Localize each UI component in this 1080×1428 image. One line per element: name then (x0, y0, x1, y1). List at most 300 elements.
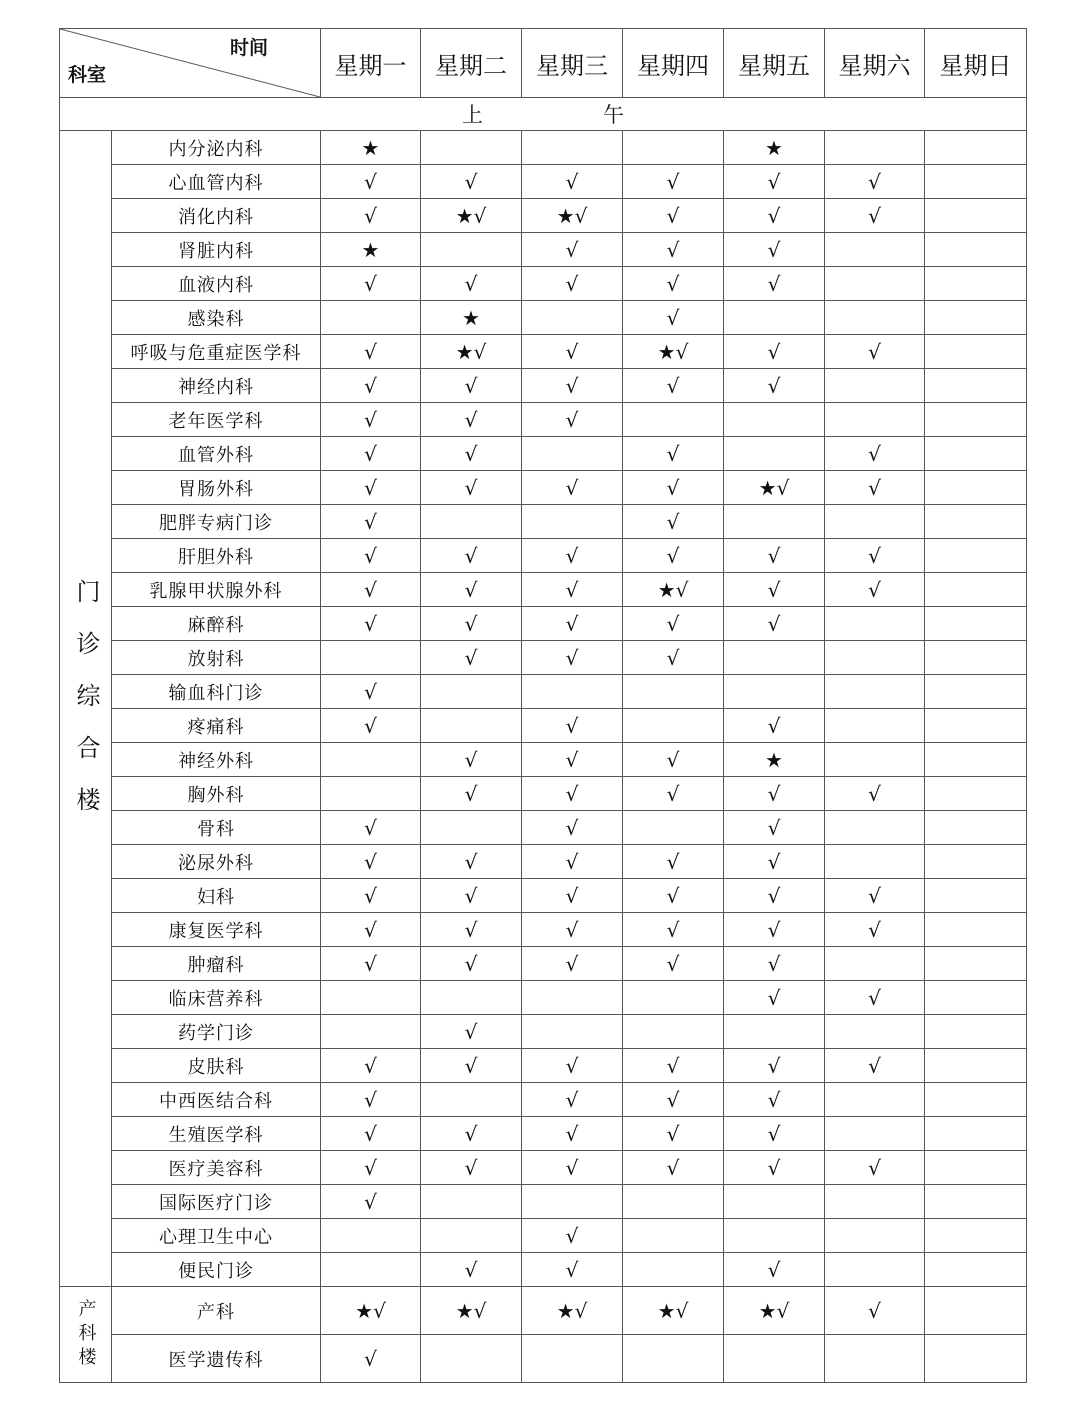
check-mark: √ (666, 645, 680, 670)
schedule-cell-tue (421, 131, 522, 165)
table-row (60, 1219, 1027, 1253)
dept-name: 胃肠外科 (112, 471, 321, 505)
check-mark: √ (565, 1053, 579, 1078)
schedule-cell-fri (724, 981, 825, 1015)
check-mark: √ (666, 373, 680, 398)
check-mark: √ (364, 407, 377, 432)
schedule-cell-tue (421, 777, 522, 811)
star-check-mark: ★√ (556, 1298, 588, 1323)
schedule-cell-thu (623, 607, 724, 641)
schedule-cell-sun (925, 369, 1027, 403)
schedule-cell-tue (421, 505, 522, 539)
day-header-sun: 星期日 (925, 29, 1027, 98)
check-mark: √ (364, 441, 377, 466)
check-mark: √ (364, 815, 377, 840)
schedule-cell-fri (724, 1219, 825, 1253)
check-mark: √ (464, 883, 478, 908)
schedule-cell-mon (321, 1117, 421, 1151)
schedule-cell-tue (421, 1219, 522, 1253)
schedule-cell-mon (321, 845, 421, 879)
schedule-cell-thu (623, 199, 724, 233)
schedule-cell-sun (925, 403, 1027, 437)
schedule-cell-fri (724, 233, 825, 267)
check-mark: √ (767, 1155, 781, 1180)
check-mark: √ (666, 543, 680, 568)
check-mark: √ (666, 849, 680, 874)
star-check-mark: ★√ (556, 203, 588, 228)
check-mark: √ (767, 1121, 781, 1146)
table-row (60, 1117, 1027, 1151)
schedule-cell-tue (421, 607, 522, 641)
check-mark: √ (868, 543, 881, 568)
schedule-cell-wed (522, 471, 623, 505)
schedule-cell-thu (623, 1185, 724, 1219)
header-row (60, 29, 1027, 98)
schedule-cell-tue (421, 335, 522, 369)
day-header-fri: 星期五 (724, 29, 825, 98)
check-mark: √ (565, 883, 579, 908)
check-mark: √ (666, 441, 680, 466)
schedule-cell-mon (321, 675, 421, 709)
check-mark: √ (868, 1298, 881, 1323)
check-mark: √ (868, 203, 881, 228)
schedule-cell-wed (522, 947, 623, 981)
schedule-cell-fri (724, 913, 825, 947)
dept-name: 骨科 (112, 811, 321, 845)
schedule-cell-sat (825, 199, 925, 233)
schedule-cell-sun (925, 743, 1027, 777)
check-mark: √ (666, 271, 680, 296)
schedule-cell-tue (421, 199, 522, 233)
schedule-cell-sat (825, 947, 925, 981)
schedule-cell-sun (925, 709, 1027, 743)
schedule-cell-mon (321, 743, 421, 777)
schedule-cell-tue (421, 233, 522, 267)
schedule-cell-wed (522, 1185, 623, 1219)
schedule-cell-sun (925, 1151, 1027, 1185)
schedule-cell-sun (925, 539, 1027, 573)
table-row (60, 1083, 1027, 1117)
schedule-cell-wed (522, 845, 623, 879)
star-check-mark: ★ (462, 305, 480, 330)
table-row (60, 165, 1027, 199)
table-row (60, 1185, 1027, 1219)
schedule-cell-wed (522, 1253, 623, 1287)
schedule-cell-tue (421, 641, 522, 675)
table-row (60, 369, 1027, 403)
schedule-cell-mon (321, 403, 421, 437)
schedule-cell-sat (825, 165, 925, 199)
check-mark: √ (364, 475, 377, 500)
check-mark: √ (565, 815, 579, 840)
schedule-cell-mon (321, 913, 421, 947)
check-mark: √ (565, 577, 579, 602)
check-mark: √ (666, 951, 680, 976)
schedule-cell-fri (724, 947, 825, 981)
check-mark: √ (767, 339, 781, 364)
schedule-cell-fri (724, 1117, 825, 1151)
check-mark: √ (364, 713, 377, 738)
schedule-cell-wed (522, 709, 623, 743)
check-mark: √ (767, 271, 781, 296)
check-mark: √ (868, 883, 881, 908)
schedule-cell-fri (724, 301, 825, 335)
table-row (60, 777, 1027, 811)
schedule-cell-mon (321, 301, 421, 335)
check-mark: √ (767, 169, 781, 194)
check-mark: √ (464, 1121, 478, 1146)
check-mark: √ (364, 883, 377, 908)
schedule-cell-mon (321, 1253, 421, 1287)
schedule-cell-tue (421, 539, 522, 573)
schedule-cell-tue (421, 369, 522, 403)
schedule-cell-mon (321, 641, 421, 675)
schedule-cell-sun (925, 1287, 1027, 1335)
schedule-cell-sat (825, 777, 925, 811)
table-row (60, 981, 1027, 1015)
dept-name: 泌尿外科 (112, 845, 321, 879)
schedule-cell-wed (522, 1015, 623, 1049)
schedule-cell-fri (724, 675, 825, 709)
check-mark: √ (767, 849, 781, 874)
schedule-cell-thu (623, 743, 724, 777)
schedule-cell-mon (321, 1049, 421, 1083)
check-mark: √ (767, 577, 781, 602)
schedule-cell-sat (825, 743, 925, 777)
check-mark: √ (464, 611, 478, 636)
table-row (60, 641, 1027, 675)
check-mark: √ (464, 917, 478, 942)
schedule-cell-sat (825, 1287, 925, 1335)
table-row (60, 131, 1027, 165)
check-mark: √ (364, 271, 377, 296)
check-mark: √ (666, 747, 680, 772)
schedule-cell-sat (825, 1335, 925, 1383)
table-row (60, 335, 1027, 369)
dept-name: 妇科 (112, 879, 321, 913)
check-mark: √ (565, 543, 579, 568)
schedule-cell-fri (724, 1185, 825, 1219)
schedule-cell-mon (321, 471, 421, 505)
check-mark: √ (868, 985, 881, 1010)
schedule-cell-mon (321, 1335, 421, 1383)
schedule-cell-wed (522, 743, 623, 777)
schedule-cell-mon (321, 947, 421, 981)
schedule-cell-tue (421, 471, 522, 505)
schedule-cell-sun (925, 505, 1027, 539)
check-mark: √ (464, 781, 478, 806)
schedule-cell-wed (522, 675, 623, 709)
check-mark: √ (666, 883, 680, 908)
schedule-cell-tue (421, 1049, 522, 1083)
check-mark: √ (666, 1121, 680, 1146)
corner-dept-label: 科室 (68, 64, 107, 86)
schedule-cell-sun (925, 471, 1027, 505)
check-mark: √ (767, 1257, 781, 1282)
outpatient-schedule-table (59, 28, 1027, 1383)
schedule-cell-wed (522, 335, 623, 369)
schedule-cell-tue (421, 1117, 522, 1151)
star-check-mark: ★√ (455, 339, 487, 364)
schedule-cell-fri (724, 1335, 825, 1383)
table-row (60, 709, 1027, 743)
schedule-cell-wed (522, 233, 623, 267)
schedule-cell-tue (421, 1185, 522, 1219)
check-mark: √ (868, 169, 881, 194)
corner-time-label: 时间 (229, 37, 268, 59)
session-row (60, 98, 1027, 131)
check-mark: √ (364, 577, 377, 602)
schedule-cell-sat (825, 1049, 925, 1083)
table-row (60, 505, 1027, 539)
check-mark: √ (565, 407, 579, 432)
schedule-cell-fri (724, 743, 825, 777)
check-mark: √ (565, 339, 579, 364)
schedule-cell-sun (925, 335, 1027, 369)
check-mark: √ (565, 1155, 579, 1180)
schedule-cell-thu (623, 335, 724, 369)
schedule-cell-tue (421, 1335, 522, 1383)
star-check-mark: ★√ (758, 1298, 790, 1323)
check-mark: √ (868, 781, 881, 806)
schedule-cell-thu (623, 1015, 724, 1049)
dept-name: 皮肤科 (112, 1049, 321, 1083)
schedule-cell-mon (321, 879, 421, 913)
check-mark: √ (767, 1087, 781, 1112)
dept-name: 血液内科 (112, 267, 321, 301)
schedule-cell-sun (925, 675, 1027, 709)
schedule-cell-sat (825, 845, 925, 879)
check-mark: √ (364, 849, 377, 874)
check-mark: √ (565, 781, 579, 806)
check-mark: √ (364, 1121, 377, 1146)
schedule-cell-fri (724, 573, 825, 607)
dept-name: 康复医学科 (112, 913, 321, 947)
schedule-cell-sun (925, 1253, 1027, 1287)
check-mark: √ (364, 1346, 377, 1371)
check-mark: √ (565, 1257, 579, 1282)
check-mark: √ (666, 169, 680, 194)
schedule-cell-tue (421, 573, 522, 607)
schedule-cell-thu (623, 471, 724, 505)
schedule-cell-thu (623, 811, 724, 845)
check-mark: √ (767, 951, 781, 976)
table-row (60, 607, 1027, 641)
check-mark: √ (767, 917, 781, 942)
check-mark: √ (868, 441, 881, 466)
table-row (60, 913, 1027, 947)
schedule-cell-sat (825, 233, 925, 267)
schedule-cell-sun (925, 1049, 1027, 1083)
schedule-cell-fri (724, 1287, 825, 1335)
schedule-cell-mon (321, 369, 421, 403)
schedule-cell-sat (825, 267, 925, 301)
schedule-cell-mon (321, 233, 421, 267)
table-row (60, 1151, 1027, 1185)
table-row (60, 1015, 1027, 1049)
schedule-cell-sun (925, 573, 1027, 607)
check-mark: √ (364, 1189, 377, 1214)
schedule-cell-sun (925, 199, 1027, 233)
dept-name: 感染科 (112, 301, 321, 335)
table-row (60, 301, 1027, 335)
dept-name: 疼痛科 (112, 709, 321, 743)
schedule-cell-thu (623, 1117, 724, 1151)
check-mark: √ (364, 611, 377, 636)
schedule-cell-wed (522, 777, 623, 811)
check-mark: √ (464, 645, 478, 670)
check-mark: √ (666, 917, 680, 942)
schedule-cell-fri (724, 131, 825, 165)
table-row (60, 233, 1027, 267)
schedule-cell-mon (321, 1015, 421, 1049)
schedule-cell-thu (623, 165, 724, 199)
schedule-cell-sun (925, 845, 1027, 879)
check-mark: √ (464, 441, 478, 466)
schedule-cell-fri (724, 1083, 825, 1117)
schedule-cell-fri (724, 709, 825, 743)
table-row (60, 1287, 1027, 1335)
dept-name: 临床营养科 (112, 981, 321, 1015)
check-mark: √ (565, 1121, 579, 1146)
table-row (60, 1335, 1027, 1383)
check-mark: √ (464, 407, 478, 432)
dept-name: 肿瘤科 (112, 947, 321, 981)
check-mark: √ (767, 883, 781, 908)
schedule-cell-wed (522, 573, 623, 607)
dept-name: 国际医疗门诊 (112, 1185, 321, 1219)
schedule-cell-thu (623, 981, 724, 1015)
check-mark: √ (464, 577, 478, 602)
schedule-cell-sun (925, 777, 1027, 811)
check-mark: √ (666, 781, 680, 806)
check-mark: √ (666, 1053, 680, 1078)
dept-name: 肾脏内科 (112, 233, 321, 267)
schedule-cell-mon (321, 981, 421, 1015)
check-mark: √ (868, 917, 881, 942)
schedule-cell-sat (825, 539, 925, 573)
schedule-cell-fri (724, 777, 825, 811)
schedule-cell-sat (825, 131, 925, 165)
schedule-cell-sun (925, 879, 1027, 913)
schedule-cell-thu (623, 879, 724, 913)
schedule-cell-fri (724, 879, 825, 913)
star-check-mark: ★ (765, 135, 783, 160)
table-row (60, 811, 1027, 845)
check-mark: √ (364, 543, 377, 568)
schedule-cell-sun (925, 1335, 1027, 1383)
check-mark: √ (565, 1087, 579, 1112)
dept-name: 血管外科 (112, 437, 321, 471)
schedule-cell-sat (825, 641, 925, 675)
schedule-cell-thu (623, 1335, 724, 1383)
dept-name: 输血科门诊 (112, 675, 321, 709)
schedule-cell-mon (321, 1219, 421, 1253)
check-mark: √ (565, 951, 579, 976)
schedule-cell-sat (825, 811, 925, 845)
schedule-cell-wed (522, 607, 623, 641)
dept-name: 放射科 (112, 641, 321, 675)
schedule-cell-mon (321, 709, 421, 743)
schedule-cell-wed (522, 267, 623, 301)
check-mark: √ (666, 237, 680, 262)
check-mark: √ (464, 373, 478, 398)
check-mark: √ (666, 203, 680, 228)
schedule-cell-sat (825, 675, 925, 709)
schedule-cell-fri (724, 607, 825, 641)
dept-name: 呼吸与危重症医学科 (112, 335, 321, 369)
schedule-cell-sat (825, 471, 925, 505)
schedule-cell-tue (421, 1287, 522, 1335)
dept-name: 心理卫生中心 (112, 1219, 321, 1253)
schedule-cell-sat (825, 437, 925, 471)
schedule-cell-thu (623, 1287, 724, 1335)
dept-name: 老年医学科 (112, 403, 321, 437)
schedule-cell-sat (825, 301, 925, 335)
table-row (60, 1253, 1027, 1287)
schedule-cell-tue (421, 811, 522, 845)
schedule-cell-wed (522, 539, 623, 573)
schedule-cell-thu (623, 947, 724, 981)
schedule-cell-thu (623, 913, 724, 947)
star-check-mark: ★√ (657, 339, 689, 364)
dept-name: 肝胆外科 (112, 539, 321, 573)
check-mark: √ (464, 1155, 478, 1180)
table-row (60, 1049, 1027, 1083)
schedule-cell-wed (522, 437, 623, 471)
schedule-cell-thu (623, 1049, 724, 1083)
schedule-cell-sat (825, 1015, 925, 1049)
schedule-cell-tue (421, 267, 522, 301)
schedule-cell-tue (421, 743, 522, 777)
schedule-cell-tue (421, 709, 522, 743)
schedule-cell-sat (825, 505, 925, 539)
schedule-cell-thu (623, 267, 724, 301)
check-mark: √ (868, 475, 881, 500)
schedule-cell-mon (321, 607, 421, 641)
schedule-cell-thu (623, 369, 724, 403)
check-mark: √ (464, 1257, 478, 1282)
star-check-mark: ★ (765, 747, 783, 772)
check-mark: √ (364, 373, 377, 398)
check-mark: √ (868, 339, 881, 364)
schedule-cell-sun (925, 267, 1027, 301)
schedule-cell-sat (825, 369, 925, 403)
schedule-cell-mon (321, 199, 421, 233)
schedule-cell-tue (421, 1151, 522, 1185)
check-mark: √ (565, 713, 579, 738)
schedule-cell-wed (522, 1335, 623, 1383)
check-mark: √ (464, 169, 478, 194)
dept-name: 产科 (112, 1287, 321, 1335)
schedule-cell-sun (925, 301, 1027, 335)
table-row (60, 573, 1027, 607)
schedule-cell-mon (321, 1151, 421, 1185)
dept-name: 乳腺甲状腺外科 (112, 573, 321, 607)
check-mark: √ (464, 849, 478, 874)
check-mark: √ (767, 237, 781, 262)
schedule-cell-wed (522, 1083, 623, 1117)
check-mark: √ (464, 543, 478, 568)
schedule-cell-thu (623, 233, 724, 267)
star-check-mark: ★√ (657, 577, 689, 602)
schedule-cell-sun (925, 1015, 1027, 1049)
table-row (60, 539, 1027, 573)
schedule-cell-sat (825, 981, 925, 1015)
check-mark: √ (364, 917, 377, 942)
schedule-body (60, 131, 1027, 1383)
check-mark: √ (464, 1019, 478, 1044)
